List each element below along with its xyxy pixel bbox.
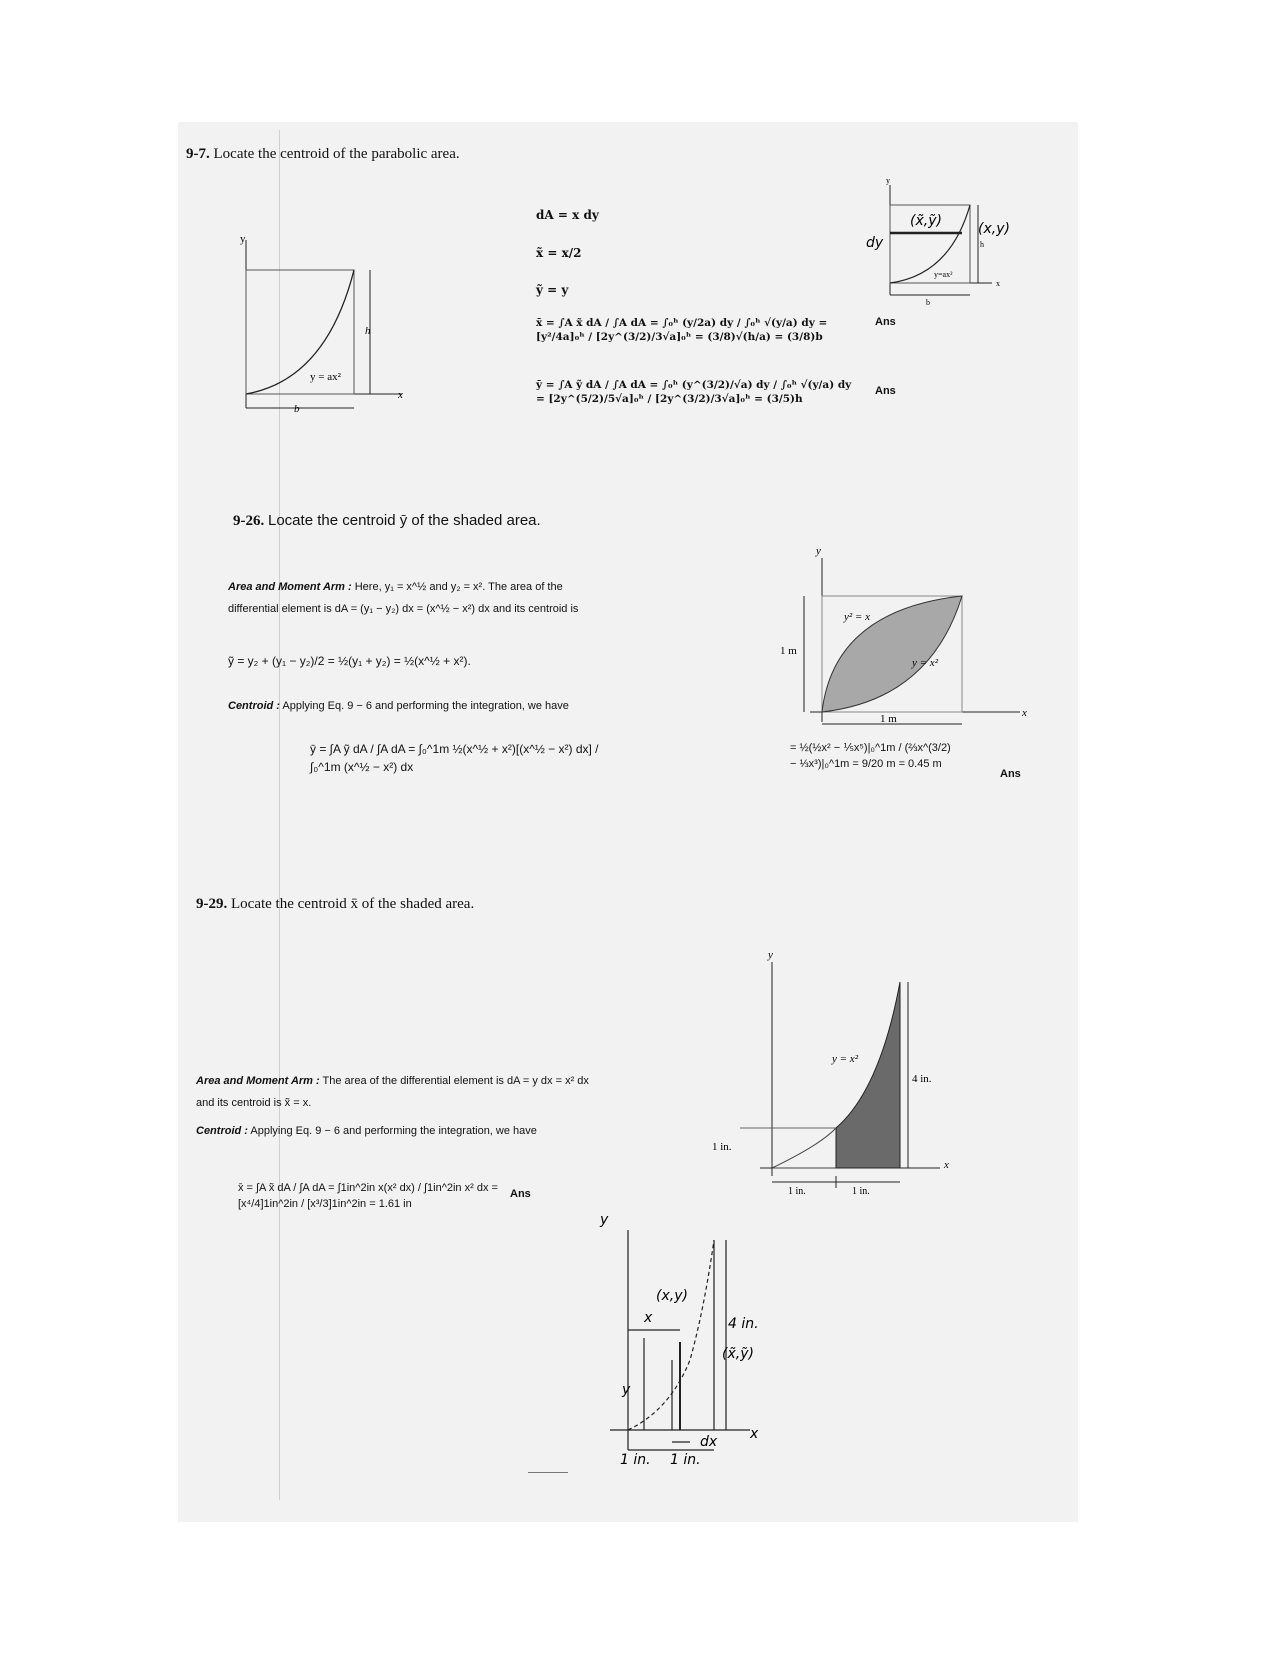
p929-integral-eq: x̄ = ∫A x̃ dA / ∫A dA = ∫1in^2in x(x² dx) / ∫1in^2in x² dx = [x⁴/4]1in^2in / [x³/3]1in^2in = 1.61 in xyxy=(238,1182,498,1210)
p926-result-eq: = ½(½x² − ⅕x⁵)|₀^1m / (⅔x^(3/2) − ⅓x³)|₀^1m = 9/20 m = 0.45 m xyxy=(790,742,951,770)
fig-curve2-label: y = x² xyxy=(912,657,938,669)
problem-9-29-heading xyxy=(196,896,474,913)
eq-dA: dA = x dy xyxy=(536,208,599,222)
ans-p926: Ans xyxy=(1000,768,1021,780)
eq-x-bar: x̄ = ∫A x̃ dA / ∫A dA = ∫₀ʰ (y/2a) dy / ∫₀ʰ √(y/a) dy = [y²/4a]₀ʰ / [2y^(3/2)/3√a]₀ʰ = (3/8)√(h/a) = (3/8)b xyxy=(536,317,828,343)
sketch-xdist-label: x xyxy=(644,1310,653,1326)
fig-1in-v-label: 1 in. xyxy=(712,1141,732,1153)
fig-curve-lower xyxy=(772,1128,836,1168)
axis-y-label: y xyxy=(240,233,246,245)
fig-y-label: y xyxy=(768,949,773,961)
ans-y-bar: Ans xyxy=(875,385,896,397)
fig-shaded-region xyxy=(836,982,900,1168)
fig-shaded-region xyxy=(822,596,962,712)
problem-number: 9-29. xyxy=(196,896,228,912)
p926-centroid-arm-eq: ỹ = y₂ + (y₁ − y₂)/2 = ½(y₁ + y₂) = ½(x^½ + x²). xyxy=(228,654,471,668)
ans-x-bar: Ans xyxy=(875,316,896,328)
fig-x-label: x xyxy=(944,1159,949,1171)
sketch-1in-a-label: 1 in. xyxy=(620,1452,651,1468)
sketch-centroid-label: (x̃,ỹ) xyxy=(910,213,942,229)
eq-y-bar: ȳ = ∫A ỹ dA / ∫A dA = ∫₀ʰ (y^(3/2)/√a) dy / ∫₀ʰ √(y/a) dy = [2y^(5/2)/5√a]₀ʰ / [2y^(3/2)/3√a]₀ʰ = (3/5)h xyxy=(536,379,852,405)
dim-h-label: h xyxy=(365,325,371,337)
fig-y-label: y xyxy=(816,545,821,557)
sketch-y-label: y xyxy=(600,1212,609,1228)
problem-9-7-heading xyxy=(186,146,460,163)
p929-area-moment-paragraph xyxy=(196,1070,596,1114)
problem-statement: Locate the centroid x̄ of the shaded area. xyxy=(231,896,475,912)
figure-9-29 xyxy=(712,949,960,1200)
sketch-4in-label: 4 in. xyxy=(728,1316,759,1332)
para-text: The area of the differential element is dA = y dx = x² dx and its centroid is x̃ = x. xyxy=(196,1075,589,1109)
sketch-curve xyxy=(628,1240,714,1430)
fig-4in-label: 4 in. xyxy=(912,1073,932,1085)
sketch-x-label: x xyxy=(750,1426,759,1442)
sketch-centroid-label: (x̃,ỹ) xyxy=(722,1346,754,1362)
sketch-dy-label: dy xyxy=(866,235,884,251)
figure-9-7 xyxy=(230,230,410,430)
para-heading: Centroid : xyxy=(196,1125,248,1137)
fig-x-label: x xyxy=(1022,707,1027,719)
sketch-b-label: b xyxy=(926,298,930,307)
sketch-h-label: h xyxy=(980,240,984,249)
fig-curve-label: y = x² xyxy=(832,1053,858,1065)
fig-1in-b-label: 1 in. xyxy=(852,1186,870,1197)
sketch-y-label: y xyxy=(886,176,890,185)
para-heading: Area and Moment Arm : xyxy=(196,1075,320,1087)
problem-9-26-heading xyxy=(233,512,541,530)
ans-p929: Ans xyxy=(510,1188,531,1200)
fig-dim2-label: 1 m xyxy=(880,713,897,725)
problem-statement: Locate the centroid of the parabolic area. xyxy=(213,146,460,162)
axis-x-label: x xyxy=(398,389,403,401)
para-heading: Area and Moment Arm : xyxy=(228,581,352,593)
footer-rule xyxy=(528,1472,568,1473)
p929-centroid-paragraph xyxy=(196,1125,537,1137)
eq-x-tilde: x̃ = x/2 xyxy=(536,246,582,260)
p926-integral-eq: ȳ = ∫A ỹ dA / ∫A dA = ∫₀^1m ½(x^½ + x²)[(x^½ − x²) dx] / ∫₀^1m (x^½ − x²) dx xyxy=(310,742,599,774)
fig-1in-a-label: 1 in. xyxy=(788,1186,806,1197)
sketch-curve-label: y=ax² xyxy=(934,270,953,279)
para-text: Applying Eq. 9 − 6 and performing the integration, we have xyxy=(282,700,569,712)
problem-number: 9-26. xyxy=(233,513,265,529)
fig-curve1-label: y² = x xyxy=(844,611,870,623)
sketch-ydist-label: y xyxy=(622,1382,631,1398)
sketch-x-label: x xyxy=(996,279,1000,288)
para-text: Here, y₁ = x^½ and y₂ = x². The area of the differential element is dA = (y₁ − y₂) dx = (x^½ − x²) dx and its centroid is xyxy=(228,581,579,615)
sketch-9-29 xyxy=(600,1210,820,1470)
sketch-dx-label: dx xyxy=(700,1434,718,1450)
sketch-point-label: (x,y) xyxy=(978,221,1010,237)
problem-statement: Locate the centroid ȳ of the shaded area. xyxy=(268,512,541,529)
eq-y-tilde: ỹ = y xyxy=(536,283,569,297)
sketch-9-7 xyxy=(866,176,1040,307)
curve-label: y = ax² xyxy=(310,371,341,383)
problem-number: 9-7. xyxy=(186,146,210,162)
dim-b-label: b xyxy=(294,403,300,415)
para-heading: Centroid : xyxy=(228,700,280,712)
fig-dim1-label: 1 m xyxy=(780,645,797,657)
sketch-point-label: (x,y) xyxy=(656,1288,688,1304)
p926-centroid-paragraph xyxy=(228,700,569,712)
sketch-1in-b-label: 1 in. xyxy=(670,1452,701,1468)
figure-9-26 xyxy=(780,545,1040,730)
p926-area-moment-paragraph xyxy=(228,576,608,620)
para-text: Applying Eq. 9 − 6 and performing the integration, we have xyxy=(250,1125,537,1137)
